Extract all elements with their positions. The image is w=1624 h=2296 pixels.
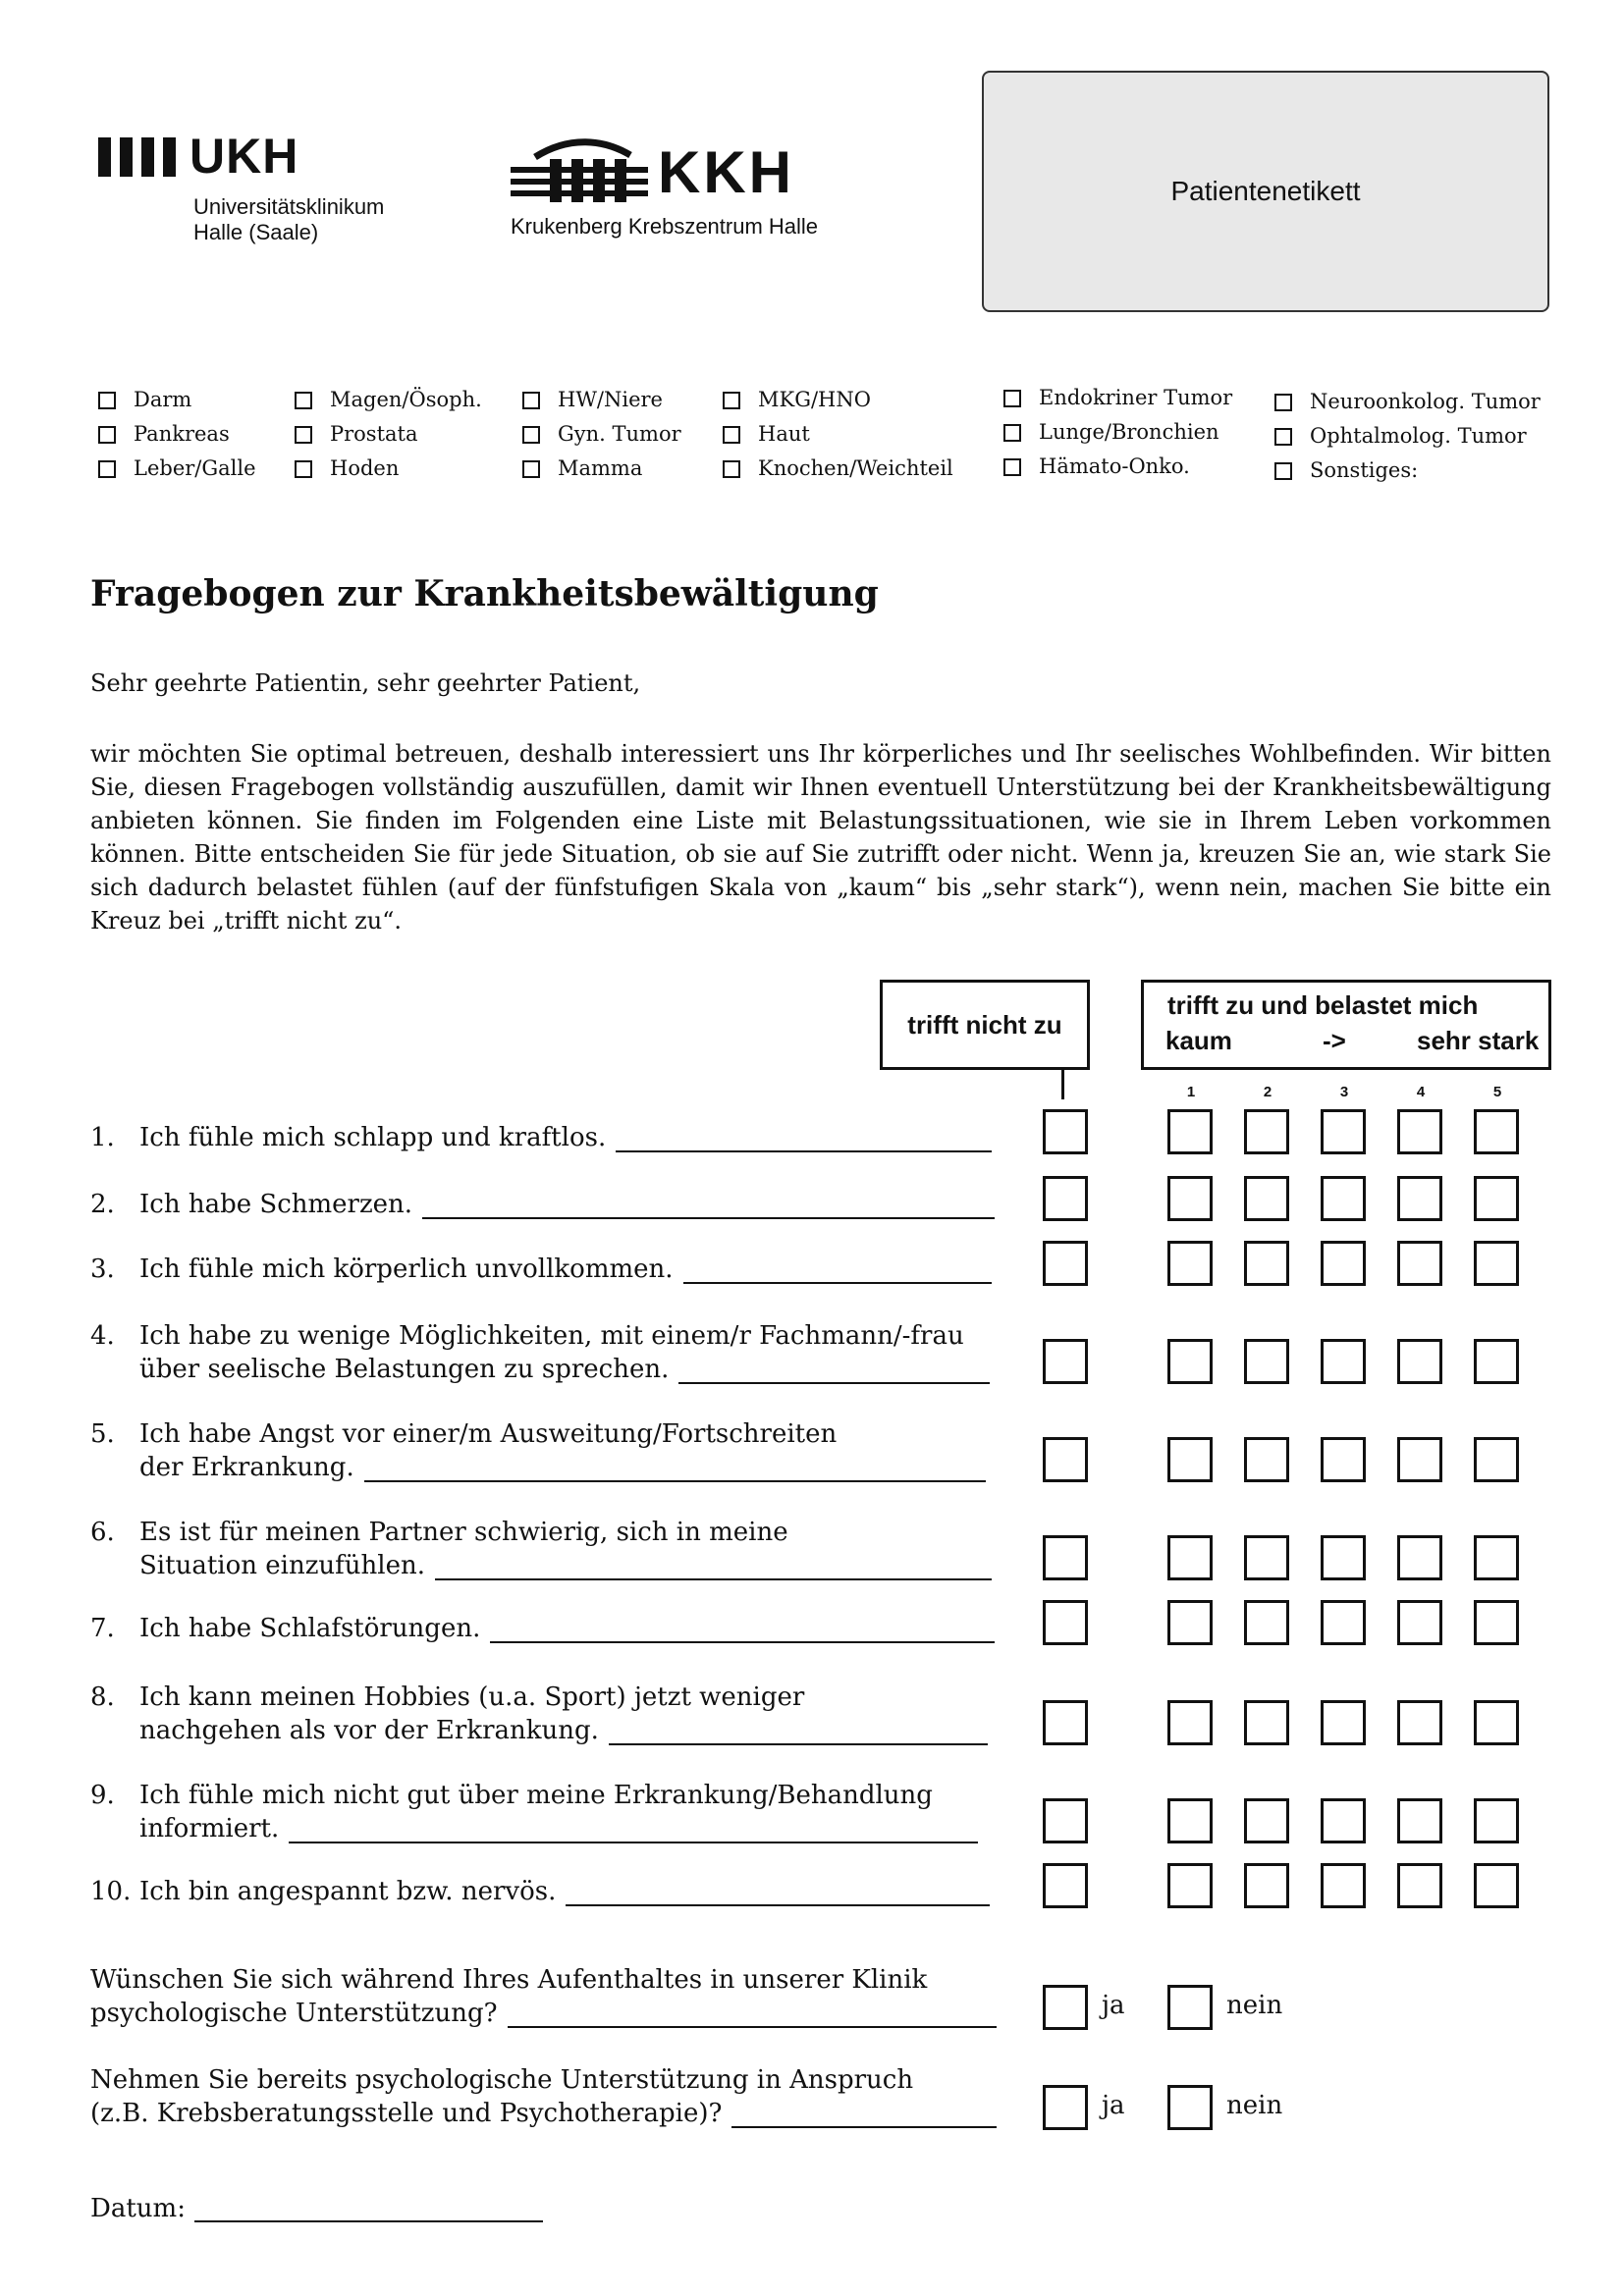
category-label: Neuroonkolog. Tumor	[1310, 390, 1541, 413]
answer-line	[678, 1382, 990, 1384]
category-checkbox[interactable]	[98, 460, 116, 478]
page-title: Fragebogen zur Krankheitsbewältigung	[90, 573, 879, 614]
scale-number: 2	[1263, 1084, 1272, 1100]
category-checkbox[interactable]	[1003, 390, 1021, 407]
rating-checkbox[interactable]	[1244, 1535, 1289, 1580]
question-text: der Erkrankung.	[139, 1453, 354, 1482]
yes-label: ja	[1102, 1991, 1125, 2020]
question-text: Situation einzufühlen.	[139, 1551, 425, 1580]
scale-number: 5	[1492, 1084, 1502, 1100]
rating-checkbox[interactable]	[1167, 1437, 1213, 1482]
category-label: Hoden	[330, 456, 400, 480]
category-option[interactable]	[1003, 454, 1190, 478]
answer-line	[731, 2126, 997, 2128]
no-label: nein	[1226, 1991, 1283, 2020]
category-option[interactable]	[723, 456, 953, 480]
not-applicable-checkbox[interactable]	[1043, 1339, 1088, 1384]
category-label: Mamma	[558, 456, 643, 480]
answer-line	[289, 1842, 978, 1843]
not-applicable-checkbox[interactable]	[1043, 1798, 1088, 1843]
rating-checkbox[interactable]	[1244, 1109, 1289, 1154]
category-option[interactable]	[723, 422, 810, 446]
rating-checkbox[interactable]	[1244, 1437, 1289, 1482]
support-question-text: Nehmen Sie bereits psychologische Unterstützung in Anspruch	[90, 2065, 914, 2095]
question-text: Ich fühle mich körperlich unvollkommen.	[139, 1255, 674, 1284]
answer-line	[490, 1641, 995, 1643]
question-number: 6.	[90, 1518, 115, 1547]
category-label: Magen/Ösoph.	[330, 388, 482, 411]
rating-checkbox[interactable]	[1397, 1600, 1442, 1645]
ukh-logo-subtitle	[193, 194, 384, 245]
yes-checkbox[interactable]	[1043, 1985, 1088, 2030]
rating-checkbox[interactable]	[1167, 1241, 1213, 1286]
answer-line	[616, 1150, 992, 1152]
category-checkbox[interactable]	[295, 426, 312, 444]
support-question-text: (z.B. Krebsberatungsstelle und Psychotherapie)?	[90, 2099, 723, 2128]
rating-checkbox[interactable]	[1167, 1600, 1213, 1645]
category-checkbox[interactable]	[98, 392, 116, 409]
question-text: über seelische Belastungen zu sprechen.	[139, 1355, 670, 1384]
category-checkbox[interactable]	[723, 426, 740, 444]
category-option[interactable]	[1274, 390, 1541, 413]
question-number: 9.	[90, 1781, 115, 1810]
rating-checkbox[interactable]	[1244, 1241, 1289, 1286]
answer-line	[566, 1904, 990, 1906]
category-label: Leber/Galle	[134, 456, 256, 480]
category-option[interactable]	[98, 456, 256, 480]
ukh-subtitle-line2: Halle (Saale)	[193, 220, 319, 244]
not-applicable-checkbox[interactable]	[1043, 1241, 1088, 1286]
rating-checkbox[interactable]	[1167, 1109, 1213, 1154]
header-applies-scale	[1165, 1026, 1540, 1056]
category-option[interactable]	[295, 422, 418, 446]
category-label: MKG/HNO	[758, 388, 871, 411]
category-checkbox[interactable]	[295, 392, 312, 409]
rating-checkbox[interactable]	[1321, 1863, 1366, 1908]
rating-checkbox[interactable]	[1167, 1535, 1213, 1580]
not-applicable-checkbox[interactable]	[1043, 1437, 1088, 1482]
rating-checkbox[interactable]	[1167, 1863, 1213, 1908]
question-text: Ich kann meinen Hobbies (u.a. Sport) jetzt weniger	[139, 1682, 805, 1712]
category-option[interactable]	[1274, 458, 1418, 482]
header-applies-line1: trifft zu und belastet mich	[1167, 990, 1479, 1020]
category-checkbox[interactable]	[1274, 462, 1292, 480]
category-option[interactable]	[98, 422, 230, 446]
support-question-text: Wünschen Sie sich während Ihres Aufenthaltes in unserer Klinik	[90, 1965, 928, 1995]
category-label: Pankreas	[134, 422, 230, 446]
answer-line	[508, 2026, 997, 2028]
intro-paragraph: wir möchten Sie optimal betreuen, deshalb interessiert uns Ihr körperliches und Ihr seelisches Wohlbefinden. Wir bitten Sie, diesen Fragebogen vollständig auszufüllen, damit wir Ihnen eventuell Unterstützung bei der Krankheitsbewältigung anbieten können. Sie finden im Folgenden eine Liste mit Belastungssituationen, wie sie in Ihrem Leben vorkommen können. Bitte entscheiden Sie für jede Situation, ob sie auf Sie zutrifft oder nicht. Wenn ja, kreuzen Sie an, wie stark Sie sich dadurch belastet fühlen (auf der fünfstufigen Skala von „kaum“ bis „sehr stark“), wenn nein, machen Sie bitte ein Kreuz bei „trifft nicht zu“.	[90, 740, 1551, 934]
rating-checkbox[interactable]	[1474, 1863, 1519, 1908]
question-text: Ich fühle mich schlapp und kraftlos.	[139, 1123, 607, 1152]
patient-label-box[interactable]	[982, 71, 1549, 312]
rating-checkbox[interactable]	[1397, 1700, 1442, 1745]
rating-checkbox[interactable]	[1397, 1437, 1442, 1482]
category-checkbox[interactable]	[295, 460, 312, 478]
rating-checkbox[interactable]	[1474, 1600, 1519, 1645]
category-checkbox[interactable]	[522, 460, 540, 478]
kkh-building-icon	[511, 137, 648, 206]
header-not-applicable: trifft nicht zu	[880, 980, 1090, 1070]
category-option[interactable]	[522, 456, 642, 480]
ukh-logo-name: UKH	[189, 129, 299, 184]
category-option[interactable]	[723, 388, 871, 411]
header-applies-arrow: ->	[1323, 1026, 1346, 1055]
date-label: Datum:	[90, 2194, 186, 2223]
category-label: Darm	[134, 388, 192, 411]
category-option[interactable]	[522, 388, 663, 411]
rating-checkbox[interactable]	[1397, 1535, 1442, 1580]
rating-checkbox[interactable]	[1244, 1339, 1289, 1384]
scale-number: 3	[1339, 1084, 1349, 1100]
question-number: 4.	[90, 1321, 115, 1351]
header-applies-high: sehr stark	[1417, 1026, 1540, 1055]
rating-checkbox[interactable]	[1474, 1109, 1519, 1154]
no-label: nein	[1226, 2091, 1283, 2120]
question-text: Ich habe Schmerzen.	[139, 1190, 413, 1219]
answer-line	[609, 1743, 988, 1745]
kkh-logo-subtitle: Krukenberg Krebszentrum Halle	[511, 214, 819, 239]
rating-checkbox[interactable]	[1321, 1798, 1366, 1843]
rating-checkbox[interactable]	[1167, 1700, 1213, 1745]
rating-checkbox[interactable]	[1321, 1437, 1366, 1482]
rating-checkbox[interactable]	[1244, 1700, 1289, 1745]
category-option[interactable]	[98, 388, 191, 411]
rating-checkbox[interactable]	[1167, 1176, 1213, 1221]
category-label: Lunge/Bronchien	[1039, 420, 1219, 444]
question-number: 1.	[90, 1123, 115, 1152]
category-checkbox[interactable]	[723, 460, 740, 478]
answer-line	[435, 1578, 992, 1580]
question-text: Ich fühle mich nicht gut über meine Erkrankung/Behandlung	[139, 1781, 933, 1810]
ukh-subtitle-line1: Universitätsklinikum	[193, 194, 385, 219]
rating-checkbox[interactable]	[1474, 1437, 1519, 1482]
rating-checkbox[interactable]	[1474, 1241, 1519, 1286]
rating-checkbox[interactable]	[1397, 1241, 1442, 1286]
support-question-text: psychologische Unterstützung?	[90, 1999, 498, 2028]
category-label: Haut	[758, 422, 810, 446]
scale-number: 4	[1416, 1084, 1426, 1100]
question-number: 7.	[90, 1614, 115, 1643]
not-applicable-checkbox[interactable]	[1043, 1863, 1088, 1908]
category-checkbox[interactable]	[1274, 428, 1292, 446]
header-not-applicable-connector	[1061, 1070, 1064, 1099]
rating-checkbox[interactable]	[1474, 1700, 1519, 1745]
category-label: Endokriner Tumor	[1039, 386, 1233, 409]
category-checkbox[interactable]	[522, 426, 540, 444]
no-checkbox[interactable]	[1167, 1985, 1213, 2030]
category-label: Gyn. Tumor	[558, 422, 681, 446]
rating-checkbox[interactable]	[1397, 1863, 1442, 1908]
answer-line	[364, 1480, 986, 1482]
category-label: Knochen/Weichteil	[758, 456, 953, 480]
question-text: Ich habe zu wenige Möglichkeiten, mit einem/r Fachmann/-frau	[139, 1321, 964, 1351]
not-applicable-checkbox[interactable]	[1043, 1600, 1088, 1645]
question-number: 10.	[90, 1877, 132, 1906]
question-text: nachgehen als vor der Erkrankung.	[139, 1716, 599, 1745]
category-option[interactable]	[522, 422, 681, 446]
rating-checkbox[interactable]	[1397, 1109, 1442, 1154]
rating-checkbox[interactable]	[1244, 1600, 1289, 1645]
category-checkbox[interactable]	[522, 392, 540, 409]
category-label: HW/Niere	[558, 388, 663, 411]
question-text: Ich habe Angst vor einer/m Ausweitung/Fortschreiten	[139, 1419, 838, 1449]
question-text: Ich habe Schlafstörungen.	[139, 1614, 481, 1643]
category-checkbox[interactable]	[1274, 394, 1292, 411]
date-field[interactable]	[194, 2220, 543, 2222]
rating-checkbox[interactable]	[1474, 1798, 1519, 1843]
question-text: Es ist für meinen Partner schwierig, sich in meine	[139, 1518, 788, 1547]
category-label: Prostata	[330, 422, 418, 446]
category-option[interactable]	[1274, 424, 1527, 448]
header-applies	[1141, 980, 1551, 1070]
scale-number: 1	[1186, 1084, 1196, 1100]
category-option[interactable]	[295, 388, 482, 411]
rating-checkbox[interactable]	[1474, 1176, 1519, 1221]
rating-checkbox[interactable]	[1321, 1241, 1366, 1286]
kkh-logo-name: KKH	[658, 139, 794, 205]
category-option[interactable]	[295, 456, 399, 480]
rating-checkbox[interactable]	[1397, 1339, 1442, 1384]
question-number: 8.	[90, 1682, 115, 1712]
rating-checkbox[interactable]	[1397, 1176, 1442, 1221]
question-number: 2.	[90, 1190, 115, 1219]
rating-checkbox[interactable]	[1321, 1535, 1366, 1580]
rating-checkbox[interactable]	[1397, 1798, 1442, 1843]
rating-checkbox[interactable]	[1244, 1863, 1289, 1908]
rating-checkbox[interactable]	[1167, 1798, 1213, 1843]
not-applicable-checkbox[interactable]	[1043, 1700, 1088, 1745]
category-checkbox[interactable]	[1003, 424, 1021, 442]
not-applicable-checkbox[interactable]	[1043, 1109, 1088, 1154]
category-option[interactable]	[1003, 386, 1232, 409]
question-text: informiert.	[139, 1814, 280, 1843]
greeting: Sehr geehrte Patientin, sehr geehrter Patient,	[90, 669, 641, 697]
rating-checkbox[interactable]	[1321, 1176, 1366, 1221]
category-label: Ophtalmolog. Tumor	[1310, 424, 1527, 448]
question-number: 3.	[90, 1255, 115, 1284]
rating-checkbox[interactable]	[1474, 1339, 1519, 1384]
category-option[interactable]	[1003, 420, 1219, 444]
category-checkbox[interactable]	[1003, 458, 1021, 476]
no-checkbox[interactable]	[1167, 2085, 1213, 2130]
category-label: Sonstiges:	[1310, 458, 1419, 482]
question-number: 5.	[90, 1419, 115, 1449]
rating-checkbox[interactable]	[1474, 1535, 1519, 1580]
patient-label-text: Patientenetikett	[1170, 176, 1361, 206]
rating-checkbox[interactable]	[1321, 1109, 1366, 1154]
category-label: Hämato-Onko.	[1039, 454, 1190, 478]
category-checkbox[interactable]	[723, 392, 740, 409]
rating-checkbox[interactable]	[1167, 1339, 1213, 1384]
rating-checkbox[interactable]	[1244, 1176, 1289, 1221]
category-checkbox[interactable]	[98, 426, 116, 444]
answer-line	[422, 1217, 995, 1219]
rating-checkbox[interactable]	[1321, 1600, 1366, 1645]
yes-label: ja	[1102, 2091, 1125, 2120]
header-applies-low: kaum	[1165, 1026, 1232, 1055]
question-text: Ich bin angespannt bzw. nervös.	[139, 1877, 557, 1906]
rating-checkbox[interactable]	[1244, 1798, 1289, 1843]
not-applicable-checkbox[interactable]	[1043, 1535, 1088, 1580]
not-applicable-checkbox[interactable]	[1043, 1176, 1088, 1221]
rating-checkbox[interactable]	[1321, 1700, 1366, 1745]
yes-checkbox[interactable]	[1043, 2085, 1088, 2130]
rating-checkbox[interactable]	[1321, 1339, 1366, 1384]
answer-line	[683, 1282, 992, 1284]
